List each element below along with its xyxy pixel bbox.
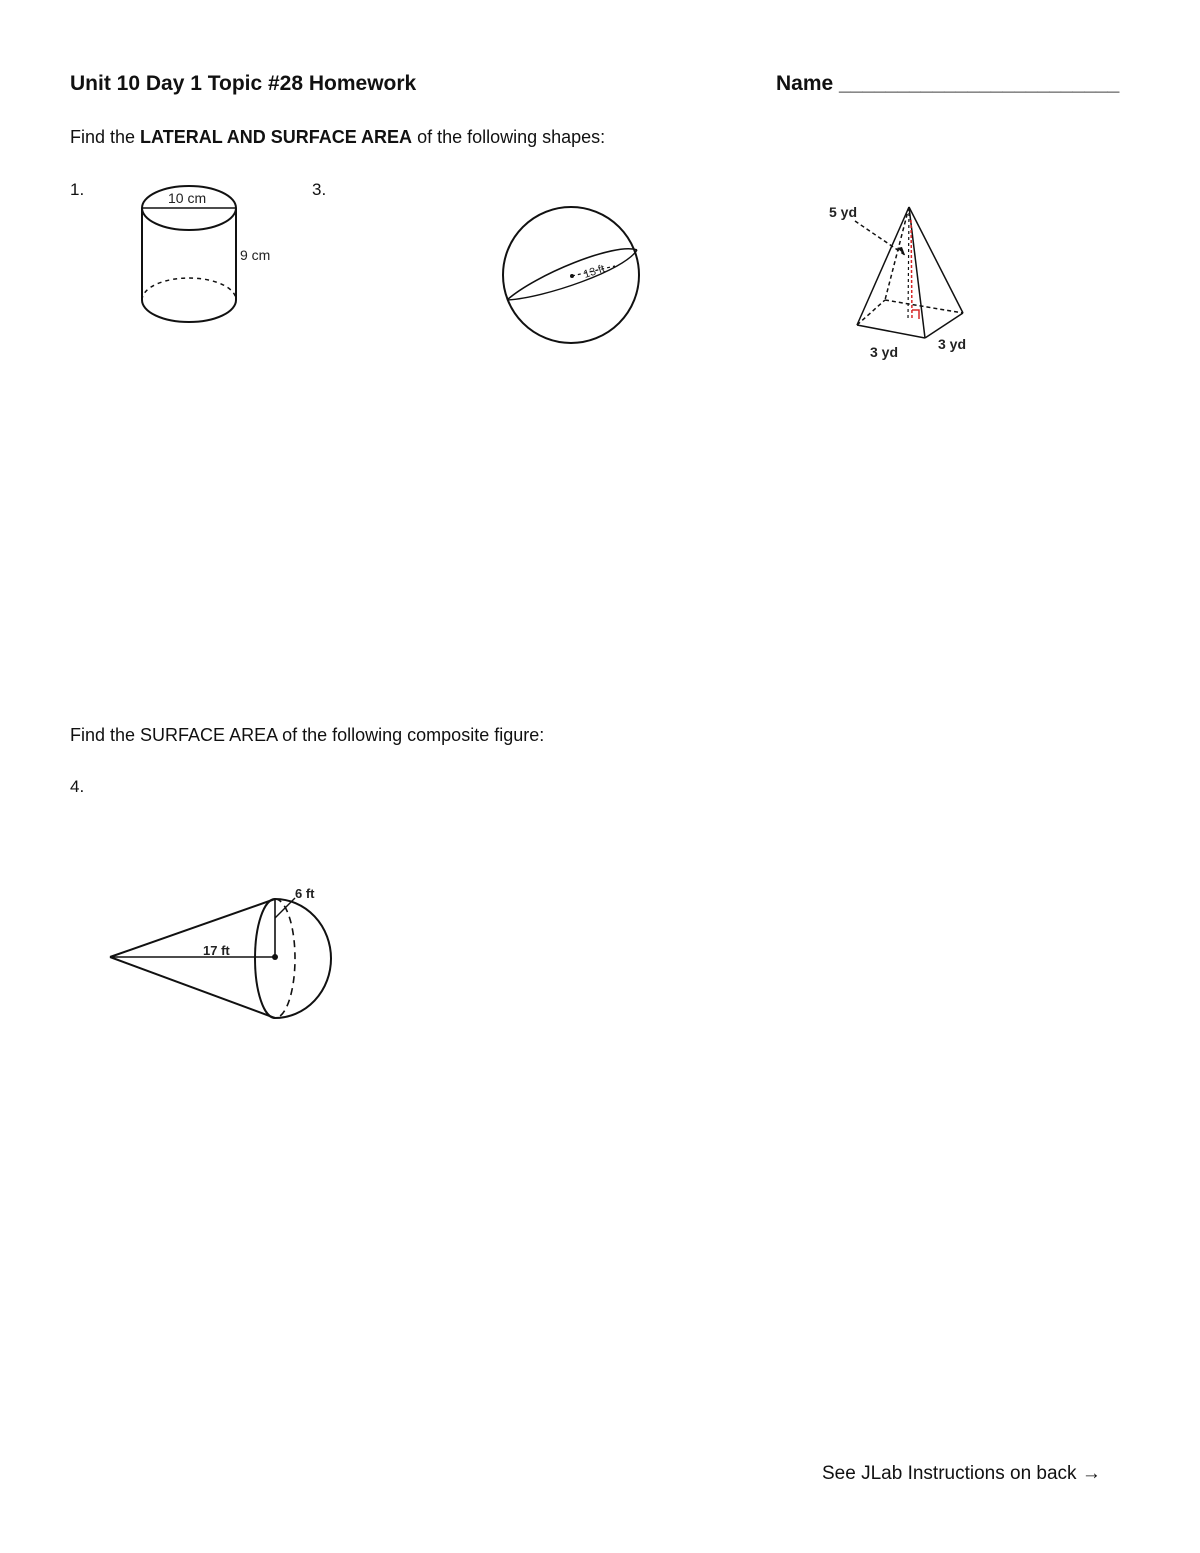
problem-3-number: 3. — [312, 180, 327, 199]
section2-instruction: Find the SURFACE AREA of the following composite figure: — [70, 725, 545, 745]
name-label: Name — [776, 72, 834, 95]
pyramid-figure — [815, 195, 995, 370]
composite-center-dot — [272, 954, 278, 960]
name-blank: ________________________ — [839, 72, 1120, 95]
page-title: Unit 10 Day 1 Topic #28 Homework — [70, 72, 417, 95]
footer-note — [822, 1463, 1101, 1485]
pyramid-base-depth-label: 3 yd — [938, 336, 967, 352]
problem-1-number: 1. — [70, 180, 85, 199]
sphere-radius-label: 13 ft — [582, 262, 607, 281]
sphere-center-dot — [570, 274, 574, 278]
sphere-figure — [495, 200, 650, 350]
composite-radius-label: 6 ft — [295, 886, 315, 901]
problem-4-number: 4. — [70, 777, 85, 796]
composite-figure — [95, 870, 355, 1035]
footer-note-text: See JLab Instructions on back — [822, 1463, 1077, 1484]
name-field[interactable] — [776, 72, 1119, 96]
cylinder-height-label: 9 cm — [240, 247, 271, 263]
section1-instruction — [70, 127, 605, 148]
pyramid-base-width-label: 3 yd — [870, 344, 899, 360]
instruction-prefix: Find the — [70, 127, 141, 147]
arrow-right-icon: → — [1081, 1463, 1101, 1484]
composite-cone-length-label: 17 ft — [203, 943, 230, 958]
cylinder-diameter-label: 10 cm — [168, 190, 207, 206]
pyramid-slant-label: 5 yd — [829, 204, 858, 220]
instruction-suffix: of the following shapes: — [412, 127, 606, 147]
cylinder-figure — [130, 180, 290, 335]
instruction-bold: LATERAL AND SURFACE AREA — [140, 127, 413, 147]
